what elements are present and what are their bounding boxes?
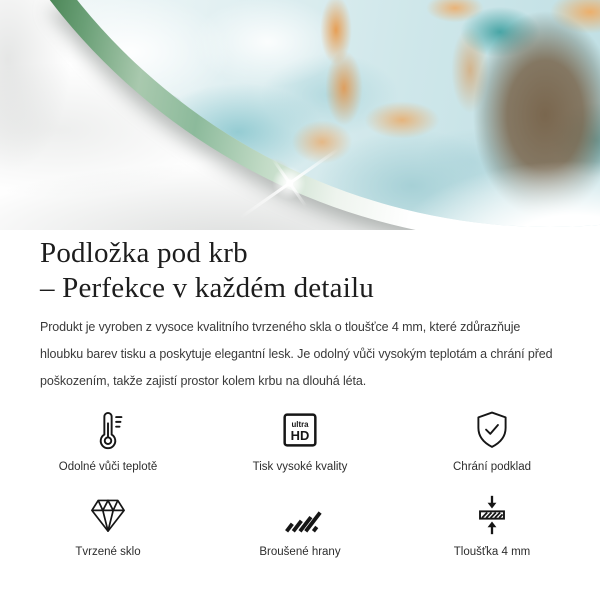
product-description: Produkt je vyroben z vysoce kvalitního tvrzeného skla o tloušťce 4 mm, které zdůrazňuje hloubku barev tisku a poskytuje elegantní lesk. Je odolný vůči vysokým teplotám a chrání před poškozením, takže zajistí prostor kolem krbu na dlouhá léta. [40,320,553,388]
shield-check-icon [469,403,515,453]
feature-label: Tloušťka 4 mm [453,546,531,558]
feature-grid [0,403,600,560]
feature-label: Odolné vůči teplotě [58,461,158,473]
diamond-icon [85,488,131,538]
feature-label: Chrání podklad [453,461,531,473]
feature-thickness [396,488,588,560]
feature-tempered-glass [12,488,204,560]
feature-protects-surface [396,403,588,475]
thermometer-icon [85,403,131,453]
feature-label: Tvrzené sklo [75,546,141,558]
beveled-edges-icon [277,488,323,538]
page-title-line-1: Podložka pod krb [40,237,248,269]
feature-heat-resistant [12,403,204,475]
svg-text:ultra: ultra [291,420,309,430]
product-photo [0,0,600,230]
page-title-line-2: – Perfekce v každém detailu [40,272,374,304]
feature-label: Tisk vysoké kvality [252,461,348,473]
thickness-icon [469,488,515,538]
page-title [40,236,560,306]
feature-print-quality [204,403,396,475]
feature-label: Broušené hrany [259,546,341,558]
svg-text:HD: HD [290,428,310,444]
feature-polished-edges [204,488,396,560]
ultra-hd-icon [277,403,323,453]
product-text-section [0,236,600,395]
